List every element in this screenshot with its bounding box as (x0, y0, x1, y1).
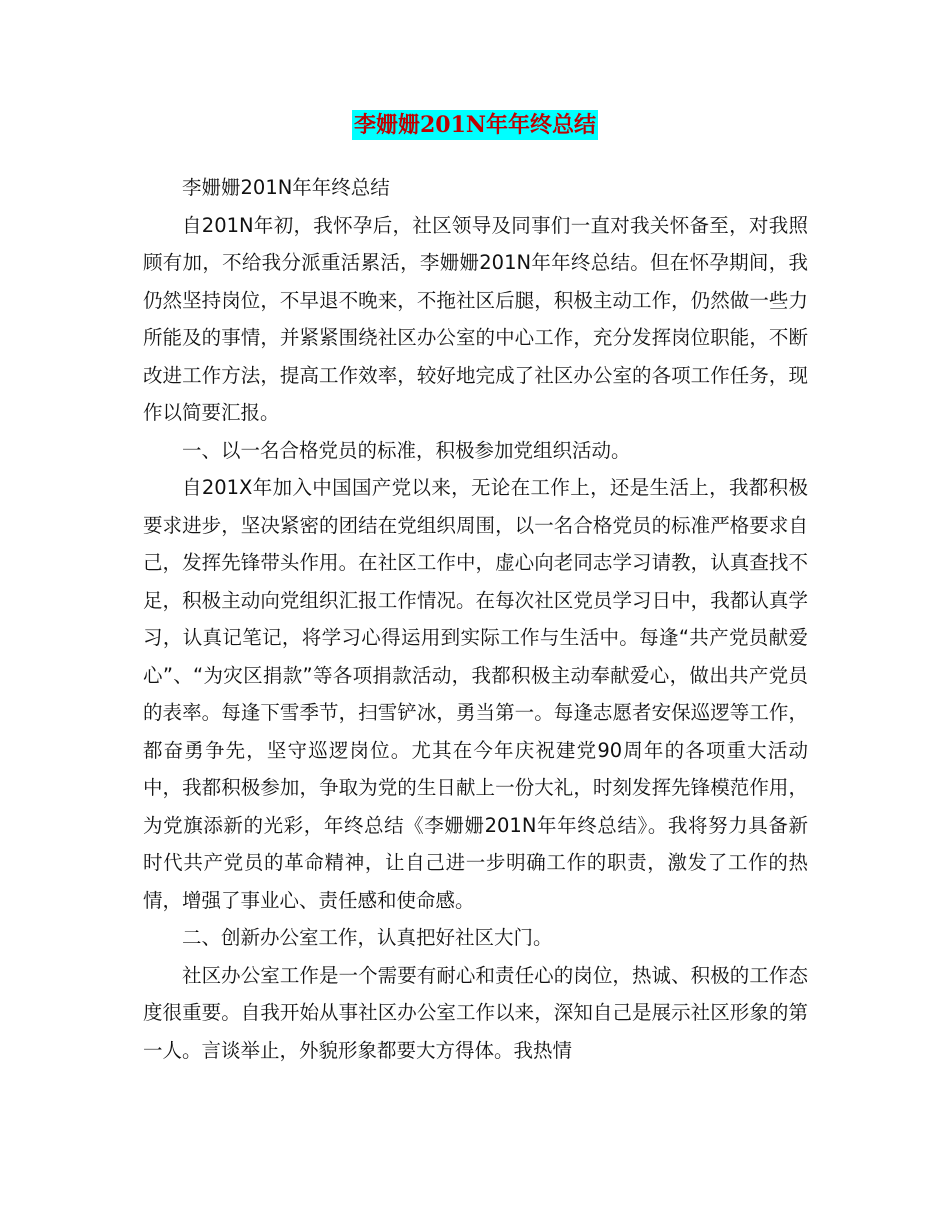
document-body (143, 169, 808, 1069)
document-title: 李姗姗201N年年终总结 (353, 112, 597, 138)
paragraph-section-1: 自201X年加入中国国产党以来，无论在工作上，还是生活上，我都积极要求进步，坚决紧密的团结在党组织周围，以一名合格党员的标准严格要求自己，发挥先锋带头作用。在社区工作中，虚心向老同志学习请教，认真查找不足，积极主动向党组织汇报工作情况。在每次社区党员学习日中，我都认真学习，认真记笔记，将学习心得运用到实际工作与生活中。每逢“共产党员献爱心”、“为灾区捐款”等各项捐款活动，我都积极主动奉献爱心，做出共产党员的表率。每逢下雪季节，扫雪铲冰，勇当第一。每逢志愿者安保巡逻等工作，都奋勇争先，坚守巡逻岗位。尤其在今年庆祝建党90周年的各项重大活动中，我都积极参加，争取为党的生日献上一份大礼，时刻发挥先锋模范作用，为党旗添新的光彩，年终总结《李姗姗201N年年终总结》。我将努力具备新时代共产党员的革命精神，让自己进一步明确工作的职责，激发了工作的热情，增强了事业心、责任感和使命感。 (143, 476, 808, 912)
section-heading-1: 一、以一名合格党员的标准，积极参加党组织活动。 (182, 438, 631, 462)
paragraph-section-2: 社区办公室工作是一个需要有耐心和责任心的岗位，热诚、积极的工作态度很重要。自我开始从事社区办公室工作以来，深知自己是展示社区形象的第一人。言谈举止，外貌形象都要大方得体。我热情 (143, 963, 808, 1062)
title-container (0, 110, 950, 140)
section-heading-2: 二、创新办公室工作，认真把好社区大门。 (182, 926, 553, 949)
paragraph-subtitle: 李姗姗201N年年终总结 (182, 176, 390, 199)
paragraph-intro: 自201N年初，我怀孕后，社区领导及同事们一直对我关怀备至，对我照顾有加，不给我分派重活累活，李姗姗201N年年终总结。但在怀孕期间，我仍然坚持岗位，不早退不晚来，不拖社区后腿，积极主动工作，仍然做一些力所能及的事情，并紧紧围绕社区办公室的中心工作，充分发挥岗位职能，不断改进工作方法，提高工作效率，较好地完成了社区办公室的各项工作任务，现作以简要汇报。 (143, 213, 808, 424)
